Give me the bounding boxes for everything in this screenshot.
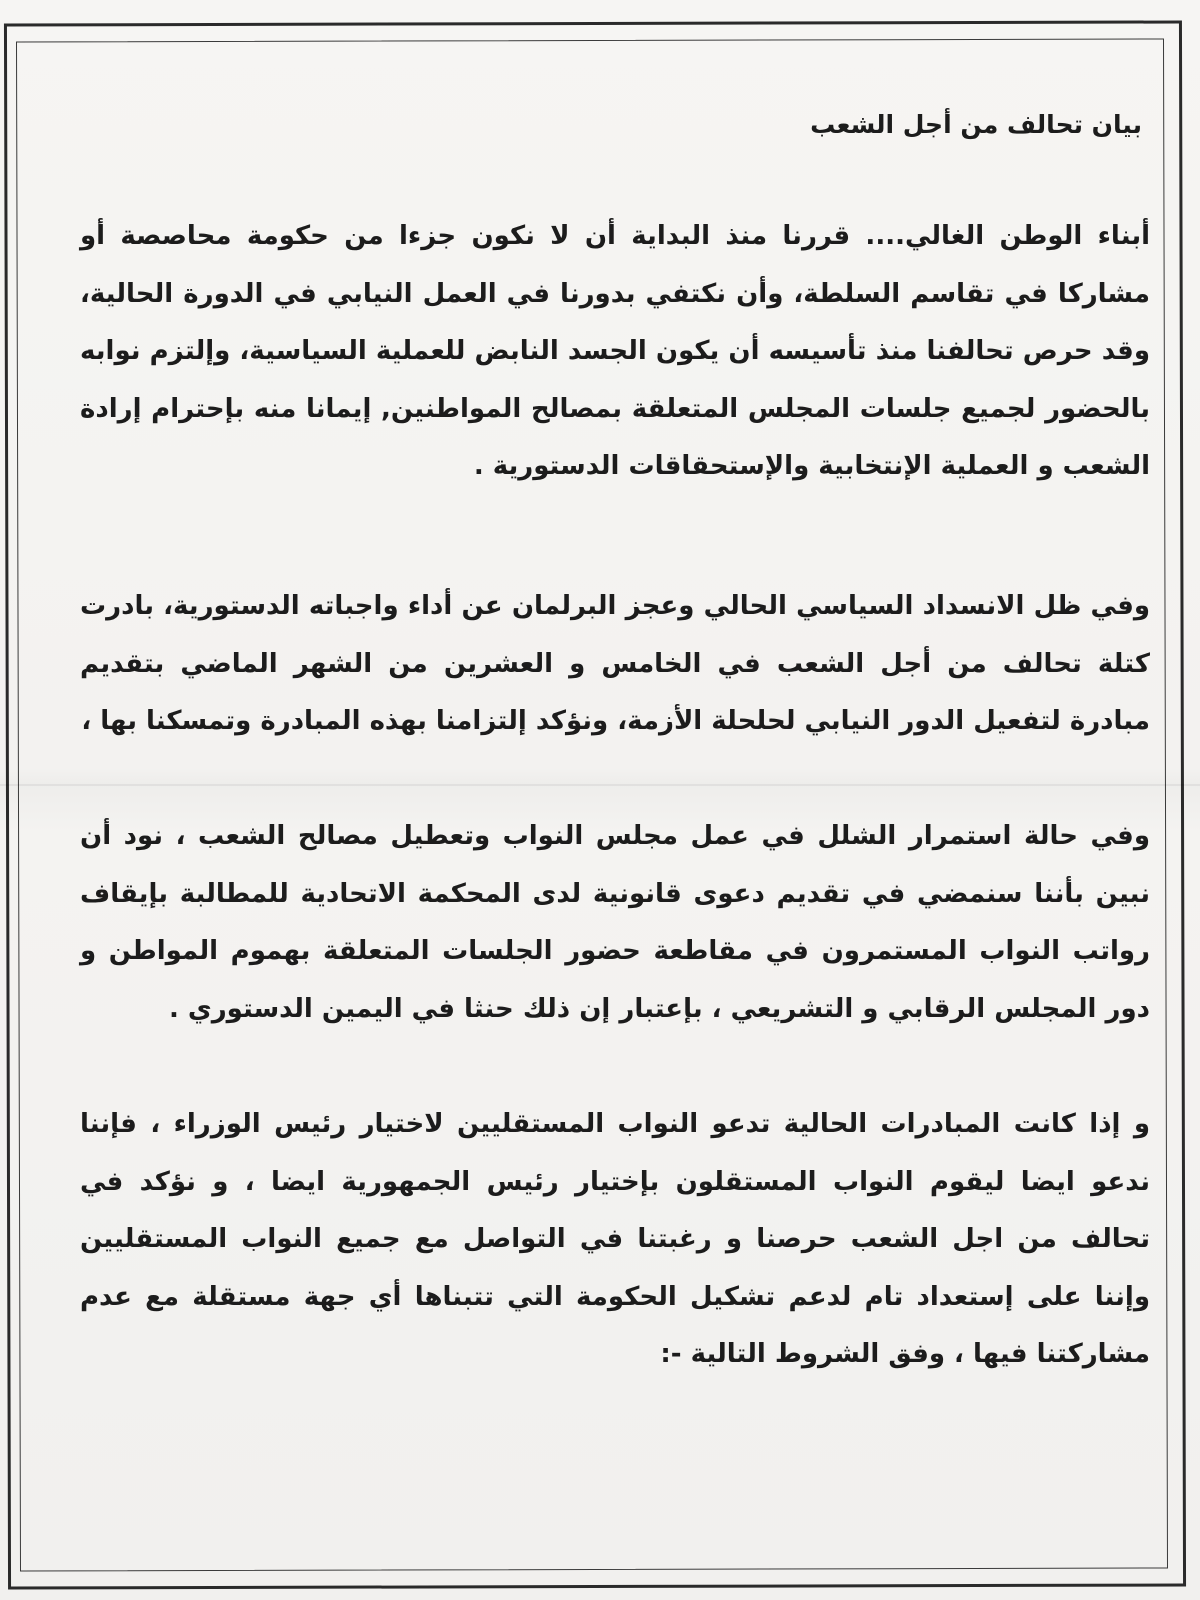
paragraph-4: و إذا كانت المبادرات الحالية تدعو النواب المستقليين لاختيار رئيس الوزراء ، فإننا ندعو ايضا ليقوم النواب المستقلون بإختيار رئيس الجمهورية ايضا ، و نؤكد في تحالف من اجل الشعب حرصنا و رغبتنا في التواصل مع جميع النواب المستقليين وإننا على إستعداد تام لدعم تشكيل الحكومة التي تتبناها أي جهة مستقلة مع عدم مشاركتنا فيها ، وفق الشروط التالية -:	[80, 1109, 1150, 1369]
paragraph-3: وفي حالة استمرار الشلل في عمل مجلس النواب وتعطيل مصالح الشعب ، نود أن نبين بأننا سنمضي في تقديم دعوى قانونية لدى المحكمة الاتحادية للمطالبة بإيقاف رواتب النواب المستمرون في مقاطعة حضور الجلسات المتعلقة بهموم المواطن و دور المجلس الرقابي و التشريعي ، بإعتبار إن ذلك حنثا في اليمين الدستوري .	[80, 821, 1150, 1024]
document-title: بيان تحالف من أجل الشعب	[810, 110, 1142, 139]
paragraph-2: وفي ظل الانسداد السياسي الحالي وعجز البرلمان عن أداء واجباته الدستورية، بادرت كتلة تحالف من أجل الشعب في الخامس و العشرين من الشهر الماضي بتقديم مبادرة لتفعيل الدور النيابي لحلحلة الأزمة، ونؤكد إلتزامنا بهذه المبادرة وتمسكنا بها ،	[80, 591, 1150, 736]
paper-fold	[0, 784, 1200, 786]
paragraph-1: أبناء الوطن الغالي.... قررنا منذ البداية أن لا نكون جزءا من حكومة محاصصة أو مشاركا في تقاسم السلطة، وأن نكتفي بدورنا في العمل النيابي في الدورة الحالية، وقد حرص تحالفنا منذ تأسيسه أن يكون الجسد النابض للعملية السياسية، وإلتزم نوابه بالحضور لجميع جلسات المجلس المتعلقة بمصالح المواطنين, إيمانا منه بإحترام إرادة الشعب و العملية الإنتخابية والإستحقاقات الدستورية .	[80, 221, 1150, 481]
